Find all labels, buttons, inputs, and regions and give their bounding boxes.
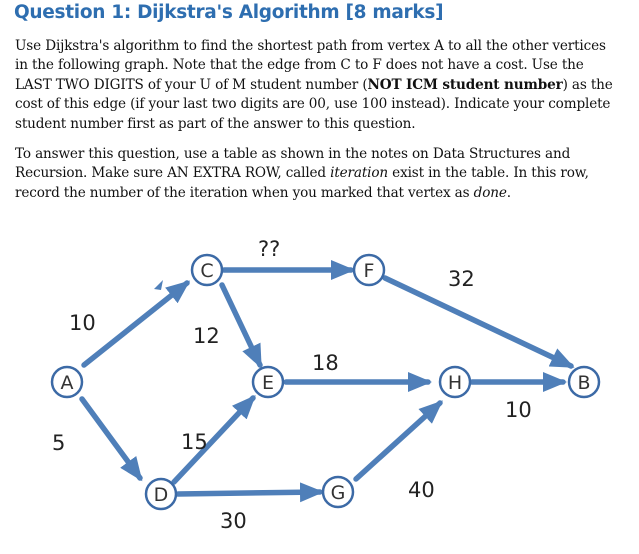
edge-c-e (222, 285, 260, 365)
edge-g-h (356, 403, 440, 479)
weight-d-e: 15 (181, 430, 208, 454)
node-d-label: D (153, 484, 169, 506)
edge-a-c (84, 283, 187, 365)
weight-f-b: 32 (448, 267, 475, 291)
node-b-label: B (577, 372, 591, 394)
edge-d-g (178, 492, 320, 494)
node-h-label: H (447, 372, 463, 394)
weight-d-g: 30 (220, 509, 247, 533)
weight-g-h: 40 (408, 478, 435, 502)
instructions-2-text-a: To answer this question, use a table as shown in the notes on Data Structures and Recursion. Make sure AN EXTRA ROW, called (15, 146, 571, 182)
weight-a-d: 5 (52, 431, 66, 455)
small-arrow-mark-icon (154, 280, 163, 290)
instructions-2-text-c: . (506, 184, 511, 201)
weight-c-f: ?? (258, 237, 281, 261)
node-a (52, 367, 82, 397)
node-c-label: C (200, 260, 214, 282)
instructions-2-text-b: exist in the table. In this row, record the number of the iteration when you marked that vertex as (15, 165, 589, 201)
node-h (440, 367, 470, 397)
node-e-label: E (261, 372, 275, 394)
edge-f-b (385, 278, 571, 366)
weight-a-c: 10 (69, 311, 96, 335)
node-e (253, 367, 283, 397)
node-d (146, 479, 176, 509)
node-c (192, 255, 222, 285)
question-title: Question 1: Dijkstra's Algorithm [8 marks] (14, 2, 444, 23)
node-f (354, 255, 384, 285)
weight-e-h: 18 (312, 351, 339, 375)
instructions-1-text-a: Use Dijkstra's algorithm to find the shortest path from vertex A to all the other vertices in the following graph. Note that the edge from C to F does not have a cost. Use the LAST TWO DIGITS of your U of M student number ( (15, 38, 606, 93)
instructions-2-italic-done: done (473, 184, 507, 201)
instructions-paragraph-2 (15, 145, 615, 203)
node-b (569, 367, 599, 397)
instructions-1-text-b: ) as the cost of this edge (if your last two digits are 00, use 100 instead). Indicate your complete student number first as part of the answer to this question. (15, 76, 613, 132)
edge-a-d (82, 399, 140, 478)
instructions-1-bold: NOT ICM student number (367, 76, 563, 93)
node-g (323, 477, 353, 507)
node-g-label: G (330, 482, 346, 504)
weight-c-e: 12 (193, 324, 220, 348)
dijkstra-graph (0, 230, 639, 554)
weight-h-b: 10 (505, 398, 532, 422)
instructions-paragraph-1 (15, 37, 615, 134)
graph-edges (82, 270, 571, 494)
instructions-2-italic-iteration: iteration (330, 165, 389, 182)
node-f-label: F (363, 260, 375, 282)
node-a-label: A (60, 372, 74, 394)
